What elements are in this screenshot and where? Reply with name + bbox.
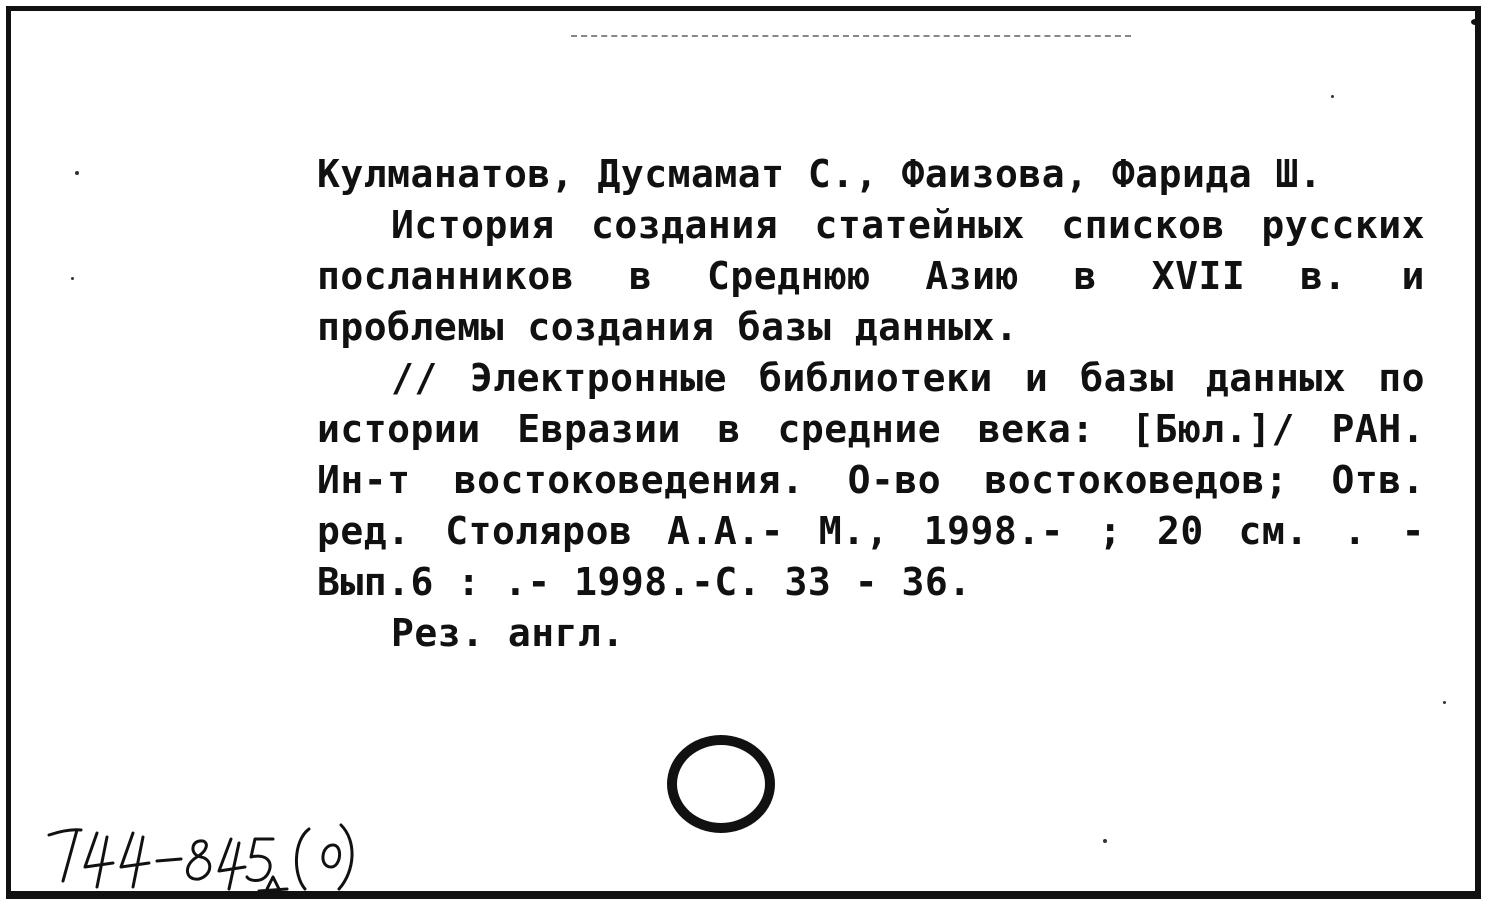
word: Азию [925,254,1019,298]
word: . [1343,509,1367,553]
word: посланников [317,254,575,298]
word: в [1073,254,1098,298]
word: востоковедения. [453,458,805,502]
author-line: Кулманатов, Дусмамат С., Фаизова, Фарида Ш. [317,152,1323,196]
bibliographic-record [317,149,1425,659]
source-line-4 [317,506,1425,557]
word: История [391,203,555,247]
word: списков [1061,203,1225,247]
source-line-1 [317,353,1425,404]
note-line: Рез. англ. [391,611,625,655]
speck [1443,701,1446,704]
word: Евразии [517,407,681,451]
word: востоковедов; [984,458,1289,502]
word: в [717,407,741,451]
word: истории [317,407,481,451]
title-line-1 [317,200,1425,251]
speck [71,277,74,280]
word: базы [1080,356,1174,400]
word: ред. [317,509,411,553]
word: - [1401,509,1425,553]
word: О-во [847,458,942,502]
word: данных [1205,356,1347,400]
source-line-2 [317,404,1425,455]
speck [75,171,79,175]
word: Среднюю [707,254,871,298]
handwritten-shelfmark [41,805,441,895]
speck [1471,19,1479,25]
speck [1103,839,1107,843]
word: по [1378,356,1425,400]
word: в [628,254,653,298]
punch-hole [667,735,775,833]
word: см. [1238,509,1309,553]
word: Отв. [1331,458,1425,502]
word: библиотеки [759,356,993,400]
word: [Бюл.]/ [1131,407,1295,451]
word: 1998.- [923,509,1064,553]
word: века: [977,407,1095,451]
source-line-3 [317,455,1425,506]
word: Столяров [445,509,633,553]
word: Ин-т [317,458,411,502]
word: ; [1098,509,1123,553]
word: Электронные [469,356,727,400]
word: // [391,356,438,400]
word: в. [1300,254,1347,298]
word: русских [1261,203,1425,247]
speck [1331,95,1334,98]
word: М., [818,509,889,553]
title-line-3: проблемы создания базы данных. [317,305,1019,349]
word: создания [591,203,779,247]
word: и [1401,254,1425,298]
word: РАН. [1331,407,1425,451]
word: 20 [1156,509,1204,553]
word: средние [777,407,942,451]
source-line-5: Вып.6 : .- 1998.-С. 33 - 36. [317,560,972,604]
title-line-2 [317,251,1425,302]
word: статейных [814,203,1025,247]
word: А.А.- [667,509,784,553]
word: XVII [1151,254,1246,298]
top-dashed-mark [571,35,1131,37]
catalog-card [6,6,1481,899]
word: и [1024,356,1049,400]
